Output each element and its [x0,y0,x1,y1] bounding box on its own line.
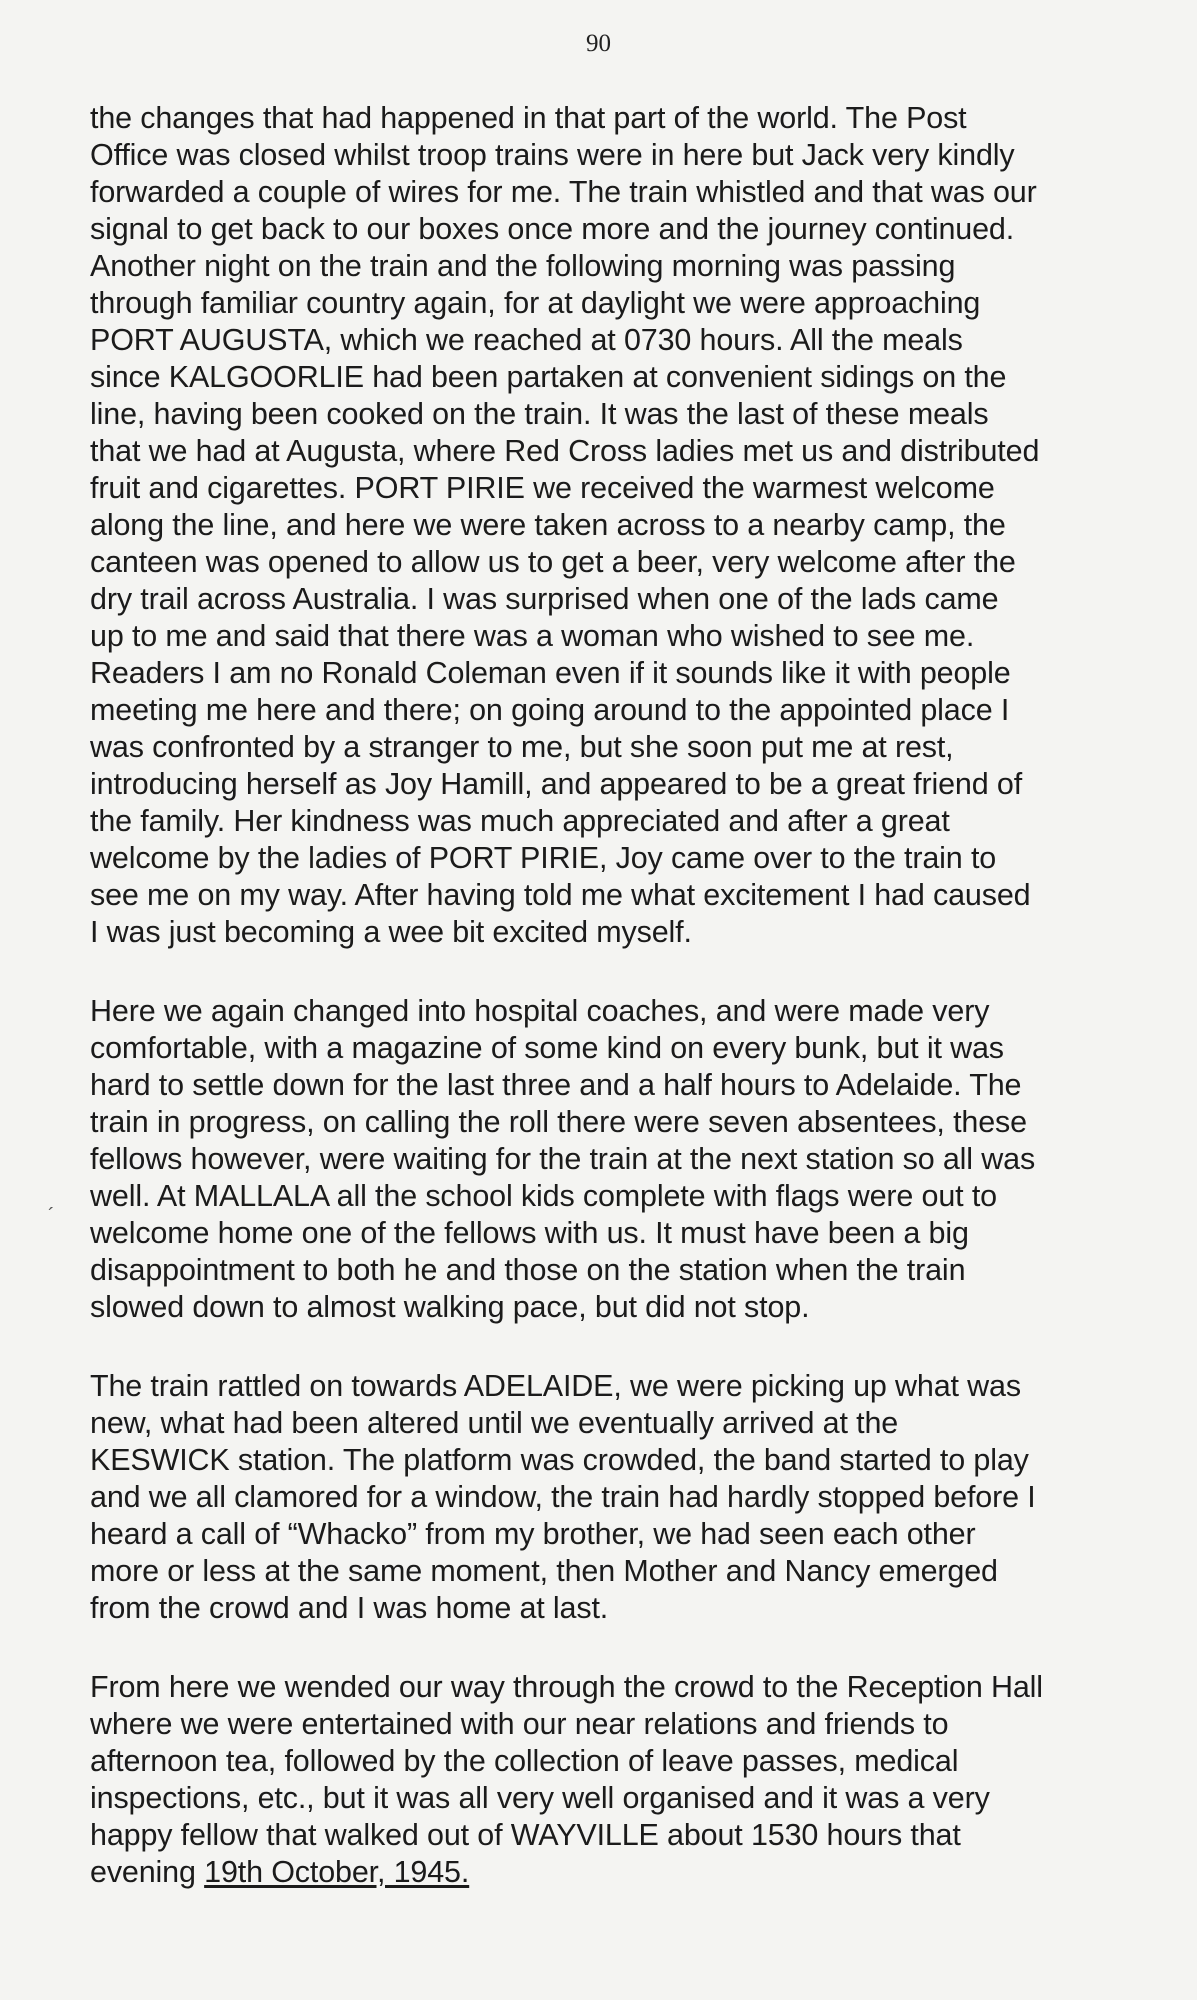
text-line: meeting me here and there; on going around to the appointed place I [90,693,1010,727]
text-line: welcome by the ladies of PORT PIRIE, Joy came over to the train to [90,841,997,875]
text-line: inspections, etc., but it was all very well organised and it was a very [90,1781,990,1815]
closing-date: 19th October, 1945. [204,1855,470,1889]
text-line: the changes that had happened in that part of the world. The Post [90,101,967,135]
text-line: was confronted by a stranger to me, but she soon put me at rest, [90,730,954,764]
text-line: more or less at the same moment, then Mother and Nancy emerged [90,1554,998,1588]
text-line: fellows however, were waiting for the train at the next station so all was [90,1142,1036,1176]
text-line: along the line, and here we were taken across to a nearby camp, the [90,508,1006,542]
closing-prefix: evening [90,1855,205,1889]
text-line: KESWICK station. The platform was crowded, the band started to play [90,1443,1029,1477]
text-line: where we were entertained with our near relations and friends to [90,1707,949,1741]
paragraph-1 [90,100,1140,951]
text-line: the family. Her kindness was much appreciated and after a great [90,804,950,838]
text-line: afternoon tea, followed by the collection of leave passes, medical [90,1744,959,1778]
text-line: well. At MALLALA all the school kids complete with flags were out to [90,1179,997,1213]
text-line: The train rattled on towards ADELAIDE, we were picking up what was [90,1369,1021,1403]
text-line: fruit and cigarettes. PORT PIRIE we received the warmest welcome [90,471,995,505]
text-line: Office was closed whilst troop trains were in here but Jack very kindly [90,138,1015,172]
text-line: see me on my way. After having told me what excitement I had caused [90,878,1031,912]
text-line: heard a call of “Whacko” from my brother, we had seen each other [90,1517,976,1551]
paragraph-4 [90,1669,1140,1891]
text-line: introducing herself as Joy Hamill, and appeared to be a great friend of [90,767,1023,801]
text-line: dry trail across Australia. I was surprised when one of the lads came [90,582,999,616]
text-line: PORT AUGUSTA, which we reached at 0730 hours. All the meals [90,323,963,357]
text-line: line, having been cooked on the train. It was the last of these meals [90,397,989,431]
text-line: Another night on the train and the following morning was passing [90,249,956,283]
text-line: slowed down to almost walking pace, but did not stop. [90,1290,810,1324]
text-line: I was just becoming a wee bit excited myself. [90,915,692,949]
closing-line [90,1854,1140,1891]
text-line: hard to settle down for the last three and a half hours to Adelaide. The [90,1068,1022,1102]
text-line: Here we again changed into hospital coaches, and were made very [90,994,990,1028]
text-line: and we all clamored for a window, the train had hardly stopped before I [90,1480,1036,1514]
text-line: canteen was opened to allow us to get a beer, very welcome after the [90,545,1016,579]
text-line: that we had at Augusta, where Red Cross ladies met us and distributed [90,434,1040,468]
text-line: forwarded a couple of wires for me. The train whistled and that was our [90,175,1037,209]
text-line: train in progress, on calling the roll there were seven absentees, these [90,1105,1027,1139]
paragraph-3 [90,1368,1140,1627]
text-line: through familiar country again, for at daylight we were approaching [90,286,981,320]
text-line: signal to get back to our boxes once more and the journey continued. [90,212,1015,246]
text-line: disappointment to both he and those on the station when the train [90,1253,966,1287]
text-line: happy fellow that walked out of WAYVILLE about 1530 hours that [90,1818,961,1852]
text-line: welcome home one of the fellows with us. It must have been a big [90,1216,969,1250]
text-line: From here we wended our way through the crowd to the Reception Hall [90,1670,1043,1704]
text-line: up to me and said that there was a woman who wished to see me. [90,619,975,653]
text-line: since KALGOORLIE had been partaken at convenient sidings on the [90,360,1007,394]
text-line: Readers I am no Ronald Coleman even if it sounds like it with people [90,656,1011,690]
page-body [90,100,1140,1933]
text-line: comfortable, with a magazine of some kind on every bunk, but it was [90,1031,1004,1065]
text-line: new, what had been altered until we eventually arrived at the [90,1406,899,1440]
page-number: 90 [586,30,611,57]
paragraph-2 [90,993,1140,1326]
margin-mark: ´ [48,1205,55,1227]
text-line: from the crowd and I was home at last. [90,1591,609,1625]
